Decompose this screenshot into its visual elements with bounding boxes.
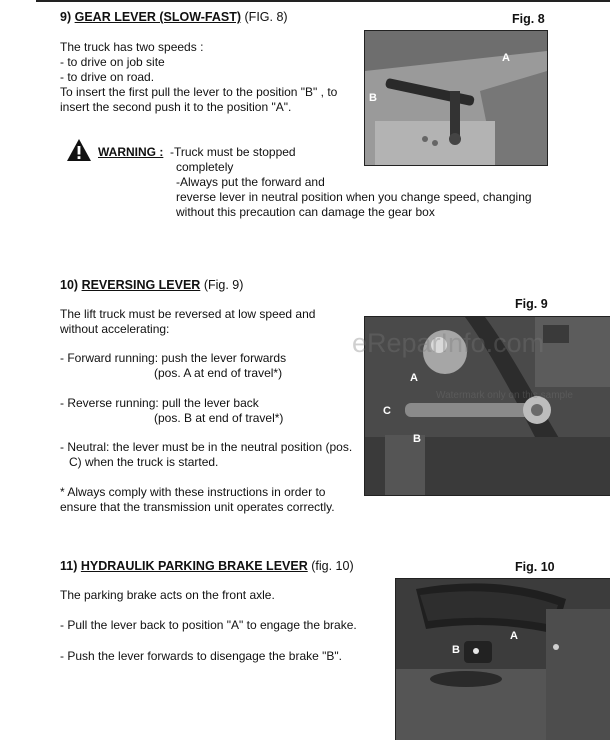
text-line: * Always comply with these instructions in order to [60, 485, 326, 499]
section-title: HYDRAULIK PARKING BRAKE LEVER [80, 559, 308, 573]
text-line: C) when the truck is started. [69, 455, 219, 469]
figure-8-photo [364, 30, 548, 166]
section-11-line-2 [60, 618, 357, 633]
text-line: (pos. A at end of travel*) [154, 366, 283, 380]
text-line: (pos. B at end of travel*) [154, 411, 284, 425]
warning-icon [66, 138, 92, 162]
text-line: The truck has two speeds : [60, 40, 204, 54]
text-line: - Pull the lever back to position "A" to engage the brake. [60, 618, 357, 632]
section-10-body [60, 307, 315, 337]
watermark-subtext: Watermark only on this sample [436, 390, 573, 401]
photo-label-a: A [502, 52, 510, 64]
section-10-heading [60, 278, 243, 293]
section-9-body [60, 40, 337, 115]
section-11-line-3 [60, 649, 342, 664]
section-number: 9) [60, 10, 72, 24]
text-line: without accelerating: [60, 322, 170, 336]
text-line: -Truck must be stopped [170, 145, 296, 159]
section-11-heading [60, 559, 354, 574]
section-number: 11) [60, 559, 78, 573]
photo-label-a: A [510, 630, 518, 642]
figure-reference: (fig. 10) [311, 559, 354, 573]
text-line: - to drive on job site [60, 55, 165, 69]
text-line: insert the second push it to the position "A". [60, 100, 292, 114]
text-line: - to drive on road. [60, 70, 155, 84]
text-line: The parking brake acts on the front axle. [60, 588, 275, 602]
figure-label: Fig. 8 [512, 12, 545, 26]
photo-label-a: A [410, 372, 418, 384]
text-line: To insert the first pull the lever to the position "B" , to [60, 85, 338, 99]
reverse-running [60, 396, 283, 426]
section-number: 10) [60, 278, 79, 292]
warning-text-cont [176, 190, 532, 220]
photo-label-b: B [369, 92, 377, 104]
text-line: - Neutral: the lever must be in the neutral position (pos. [60, 440, 353, 454]
text-line: - Push the lever forwards to disengage the brake "B". [60, 649, 343, 663]
section-11-line-1 [60, 588, 275, 603]
figure-10-photo [395, 578, 610, 740]
text-line: without this precaution can damage the gear box [176, 205, 435, 219]
footnote [60, 485, 335, 515]
photo-label-b: B [413, 433, 421, 445]
figure-reference: (Fig. 9) [203, 278, 244, 292]
warning-text [170, 145, 325, 190]
warning-label: WARNING : [98, 145, 164, 159]
photo-label-c: C [383, 405, 391, 417]
text-line: - Forward running: push the lever forwards [60, 351, 287, 365]
text-line: completely [176, 160, 234, 174]
top-rule [36, 0, 610, 2]
section-title: GEAR LEVER (SLOW-FAST) [74, 10, 242, 24]
photo-label-b: B [452, 644, 460, 656]
text-line: ensure that the transmission unit operates correctly. [60, 500, 335, 514]
forward-running [60, 351, 286, 381]
section-9-heading [60, 10, 288, 25]
figure-label: Fig. 10 [515, 560, 555, 574]
neutral-running [60, 440, 352, 470]
text-line: -Always put the forward and [176, 175, 325, 189]
text-line: The lift truck must be reversed at low speed and [60, 307, 316, 321]
text-line: - Reverse running: pull the lever back [60, 396, 259, 410]
text-line: reverse lever in neutral position when you change speed, changing [176, 190, 532, 204]
figure-reference: (FIG. 8) [244, 10, 288, 24]
watermark: eReparInfo.com [352, 328, 545, 358]
figure-label: Fig. 9 [515, 297, 548, 311]
section-title: REVERSING LEVER [81, 278, 201, 292]
